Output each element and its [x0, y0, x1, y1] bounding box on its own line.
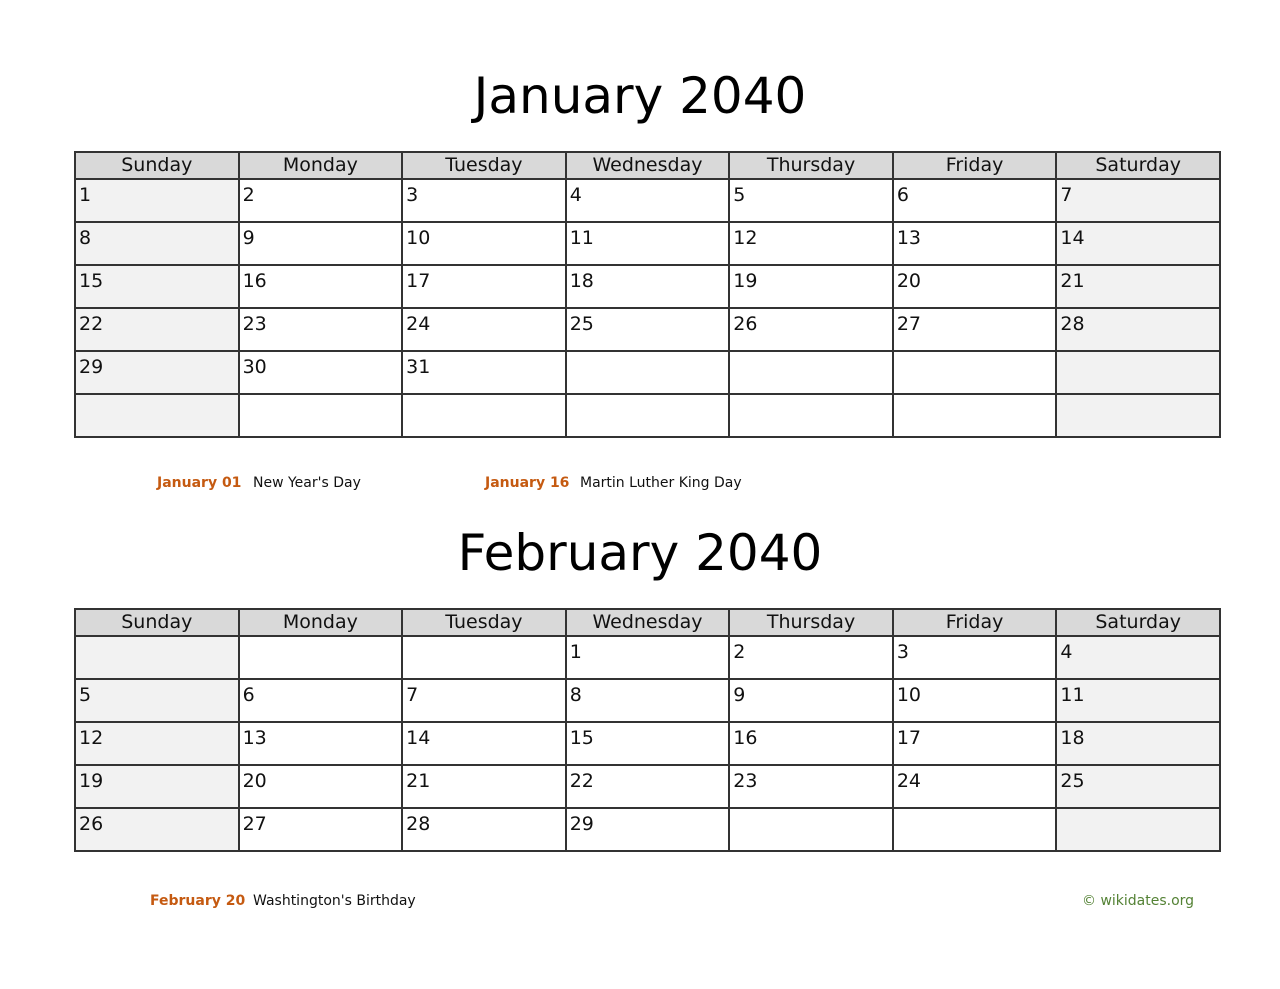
day-number: 11	[1060, 684, 1085, 706]
day-cell	[402, 636, 566, 679]
day-number: 4	[1060, 641, 1073, 663]
day-number	[403, 395, 565, 399]
day-number: 12	[733, 227, 758, 249]
week-row	[75, 722, 1220, 765]
day-cell	[1056, 308, 1220, 351]
month-title-january: January 2040	[473, 67, 807, 125]
day-number: 30	[242, 356, 267, 378]
day-cell	[1056, 679, 1220, 722]
day-cell	[729, 351, 893, 394]
weekday-header: Friday	[893, 609, 1057, 636]
weekday-header: Monday	[239, 609, 403, 636]
day-cell	[566, 179, 730, 222]
day-cell	[402, 351, 566, 394]
weekday-header: Sunday	[75, 152, 239, 179]
day-cell	[566, 808, 730, 851]
day-cell	[893, 394, 1057, 437]
day-cell	[239, 222, 403, 265]
weekday-header: Tuesday	[402, 152, 566, 179]
day-number: 8	[79, 227, 92, 249]
weekday-header: Thursday	[729, 609, 893, 636]
day-number: 23	[733, 770, 758, 792]
weekday-header: Sunday	[75, 609, 239, 636]
day-cell	[566, 394, 730, 437]
day-cell	[893, 722, 1057, 765]
holiday-name: New Year's Day	[253, 475, 361, 491]
day-number: 18	[1060, 727, 1085, 749]
day-number	[240, 395, 402, 399]
weekday-header: Wednesday	[566, 152, 730, 179]
day-number: 25	[569, 313, 594, 335]
day-cell	[893, 765, 1057, 808]
day-cell	[75, 394, 239, 437]
day-cell	[1056, 265, 1220, 308]
day-cell	[402, 679, 566, 722]
day-number: 28	[1060, 313, 1085, 335]
day-cell	[402, 308, 566, 351]
day-number	[1057, 352, 1219, 356]
day-number: 20	[242, 770, 267, 792]
day-cell	[239, 308, 403, 351]
weekday-header: Saturday	[1056, 609, 1220, 636]
day-cell	[1056, 722, 1220, 765]
day-cell	[729, 265, 893, 308]
day-cell	[75, 765, 239, 808]
day-number: 16	[242, 270, 267, 292]
day-cell	[1056, 808, 1220, 851]
day-cell	[402, 808, 566, 851]
day-cell	[239, 679, 403, 722]
day-number: 16	[733, 727, 758, 749]
day-cell	[893, 222, 1057, 265]
day-number: 10	[406, 227, 431, 249]
day-cell	[239, 265, 403, 308]
day-number: 6	[896, 184, 909, 206]
day-number: 21	[406, 770, 431, 792]
day-number: 5	[79, 684, 92, 706]
week-row	[75, 679, 1220, 722]
day-number: 27	[896, 313, 921, 335]
day-cell	[1056, 636, 1220, 679]
day-number: 9	[733, 684, 746, 706]
day-number	[567, 352, 729, 356]
day-cell	[729, 636, 893, 679]
day-cell	[75, 308, 239, 351]
day-cell	[729, 679, 893, 722]
day-number: 21	[1060, 270, 1085, 292]
day-cell	[893, 679, 1057, 722]
day-cell	[893, 179, 1057, 222]
site-credit: © wikidates.org	[1082, 893, 1195, 909]
day-cell	[893, 308, 1057, 351]
month-title-february: February 2040	[457, 524, 823, 582]
day-cell	[239, 808, 403, 851]
day-number: 3	[406, 184, 419, 206]
day-number: 9	[242, 227, 255, 249]
day-number: 22	[569, 770, 594, 792]
day-number: 13	[896, 227, 921, 249]
day-number: 26	[733, 313, 758, 335]
day-cell	[729, 808, 893, 851]
day-number: 20	[896, 270, 921, 292]
day-number: 29	[569, 813, 594, 835]
weekday-header: Friday	[893, 152, 1057, 179]
day-cell	[239, 394, 403, 437]
weekday-header: Saturday	[1056, 152, 1220, 179]
day-cell	[1056, 222, 1220, 265]
day-cell	[402, 222, 566, 265]
day-number: 18	[569, 270, 594, 292]
day-number: 28	[406, 813, 431, 835]
day-cell	[566, 351, 730, 394]
weekday-header: Monday	[239, 152, 403, 179]
day-number: 14	[1060, 227, 1085, 249]
holiday-date: January 16	[485, 475, 570, 491]
day-cell	[566, 222, 730, 265]
day-cell	[729, 722, 893, 765]
day-cell	[239, 351, 403, 394]
day-cell	[402, 179, 566, 222]
day-number: 26	[79, 813, 104, 835]
day-number: 5	[733, 184, 746, 206]
day-number: 2	[733, 641, 746, 663]
day-number	[567, 395, 729, 399]
day-cell	[75, 808, 239, 851]
holiday-name: Washtington's Birthday	[253, 893, 416, 909]
week-row	[75, 265, 1220, 308]
day-number: 17	[896, 727, 921, 749]
day-number: 23	[242, 313, 267, 335]
day-number: 25	[1060, 770, 1085, 792]
day-cell	[1056, 765, 1220, 808]
day-cell	[239, 765, 403, 808]
day-number	[894, 809, 1056, 813]
day-cell	[239, 636, 403, 679]
week-row	[75, 808, 1220, 851]
day-number: 1	[79, 184, 92, 206]
day-number	[894, 352, 1056, 356]
day-cell	[566, 765, 730, 808]
day-number: 6	[242, 684, 255, 706]
holiday-name: Martin Luther King Day	[580, 475, 742, 491]
day-cell	[893, 265, 1057, 308]
day-number	[730, 809, 892, 813]
day-cell	[75, 679, 239, 722]
day-number: 10	[896, 684, 921, 706]
day-number	[240, 637, 402, 641]
weekday-header: Tuesday	[402, 609, 566, 636]
day-cell	[402, 394, 566, 437]
day-cell	[75, 351, 239, 394]
day-number: 11	[569, 227, 594, 249]
day-number	[1057, 809, 1219, 813]
day-number: 2	[242, 184, 255, 206]
day-cell	[75, 222, 239, 265]
day-cell	[729, 765, 893, 808]
week-row	[75, 308, 1220, 351]
day-cell	[893, 351, 1057, 394]
day-number: 7	[1060, 184, 1073, 206]
day-number: 8	[569, 684, 582, 706]
day-cell	[566, 679, 730, 722]
day-cell	[1056, 179, 1220, 222]
day-cell	[566, 636, 730, 679]
day-cell	[893, 808, 1057, 851]
holiday-list-january	[0, 471, 1280, 495]
holiday-date: January 01	[157, 475, 242, 491]
day-number: 13	[242, 727, 267, 749]
day-cell	[729, 308, 893, 351]
calendar-grid-february	[74, 608, 1221, 852]
day-number: 1	[569, 641, 582, 663]
day-number: 24	[896, 770, 921, 792]
day-number	[76, 637, 238, 641]
weekday-header: Wednesday	[566, 609, 730, 636]
day-cell	[402, 722, 566, 765]
day-number: 24	[406, 313, 431, 335]
day-cell	[566, 722, 730, 765]
day-number: 31	[406, 356, 431, 378]
day-cell	[75, 179, 239, 222]
day-cell	[729, 222, 893, 265]
day-number: 4	[569, 184, 582, 206]
day-number	[403, 637, 565, 641]
day-cell	[75, 722, 239, 765]
day-cell	[729, 394, 893, 437]
day-number: 27	[242, 813, 267, 835]
day-number	[894, 395, 1056, 399]
holiday-date: February 20	[150, 893, 246, 909]
weekday-header-row	[75, 152, 1220, 179]
day-cell	[75, 265, 239, 308]
day-number: 7	[406, 684, 419, 706]
day-cell	[1056, 351, 1220, 394]
day-cell	[75, 636, 239, 679]
day-number: 15	[79, 270, 104, 292]
week-row	[75, 394, 1220, 437]
day-number: 14	[406, 727, 431, 749]
day-cell	[239, 722, 403, 765]
day-number	[730, 395, 892, 399]
day-number	[1057, 395, 1219, 399]
day-number: 17	[406, 270, 431, 292]
day-number: 12	[79, 727, 104, 749]
day-number: 3	[896, 641, 909, 663]
day-cell	[402, 265, 566, 308]
calendar-grid-january	[74, 151, 1221, 438]
day-number: 19	[733, 270, 758, 292]
day-cell	[729, 179, 893, 222]
day-cell	[893, 636, 1057, 679]
day-number: 22	[79, 313, 104, 335]
week-row	[75, 179, 1220, 222]
weekday-header: Thursday	[729, 152, 893, 179]
day-number: 29	[79, 356, 104, 378]
day-cell	[239, 179, 403, 222]
weekday-header-row	[75, 609, 1220, 636]
day-cell	[566, 308, 730, 351]
week-row	[75, 351, 1220, 394]
day-number: 19	[79, 770, 104, 792]
day-number	[76, 395, 238, 399]
week-row	[75, 765, 1220, 808]
day-cell	[566, 265, 730, 308]
week-row	[75, 222, 1220, 265]
week-row	[75, 636, 1220, 679]
day-cell	[402, 765, 566, 808]
day-cell	[1056, 394, 1220, 437]
day-number	[730, 352, 892, 356]
day-number: 15	[569, 727, 594, 749]
